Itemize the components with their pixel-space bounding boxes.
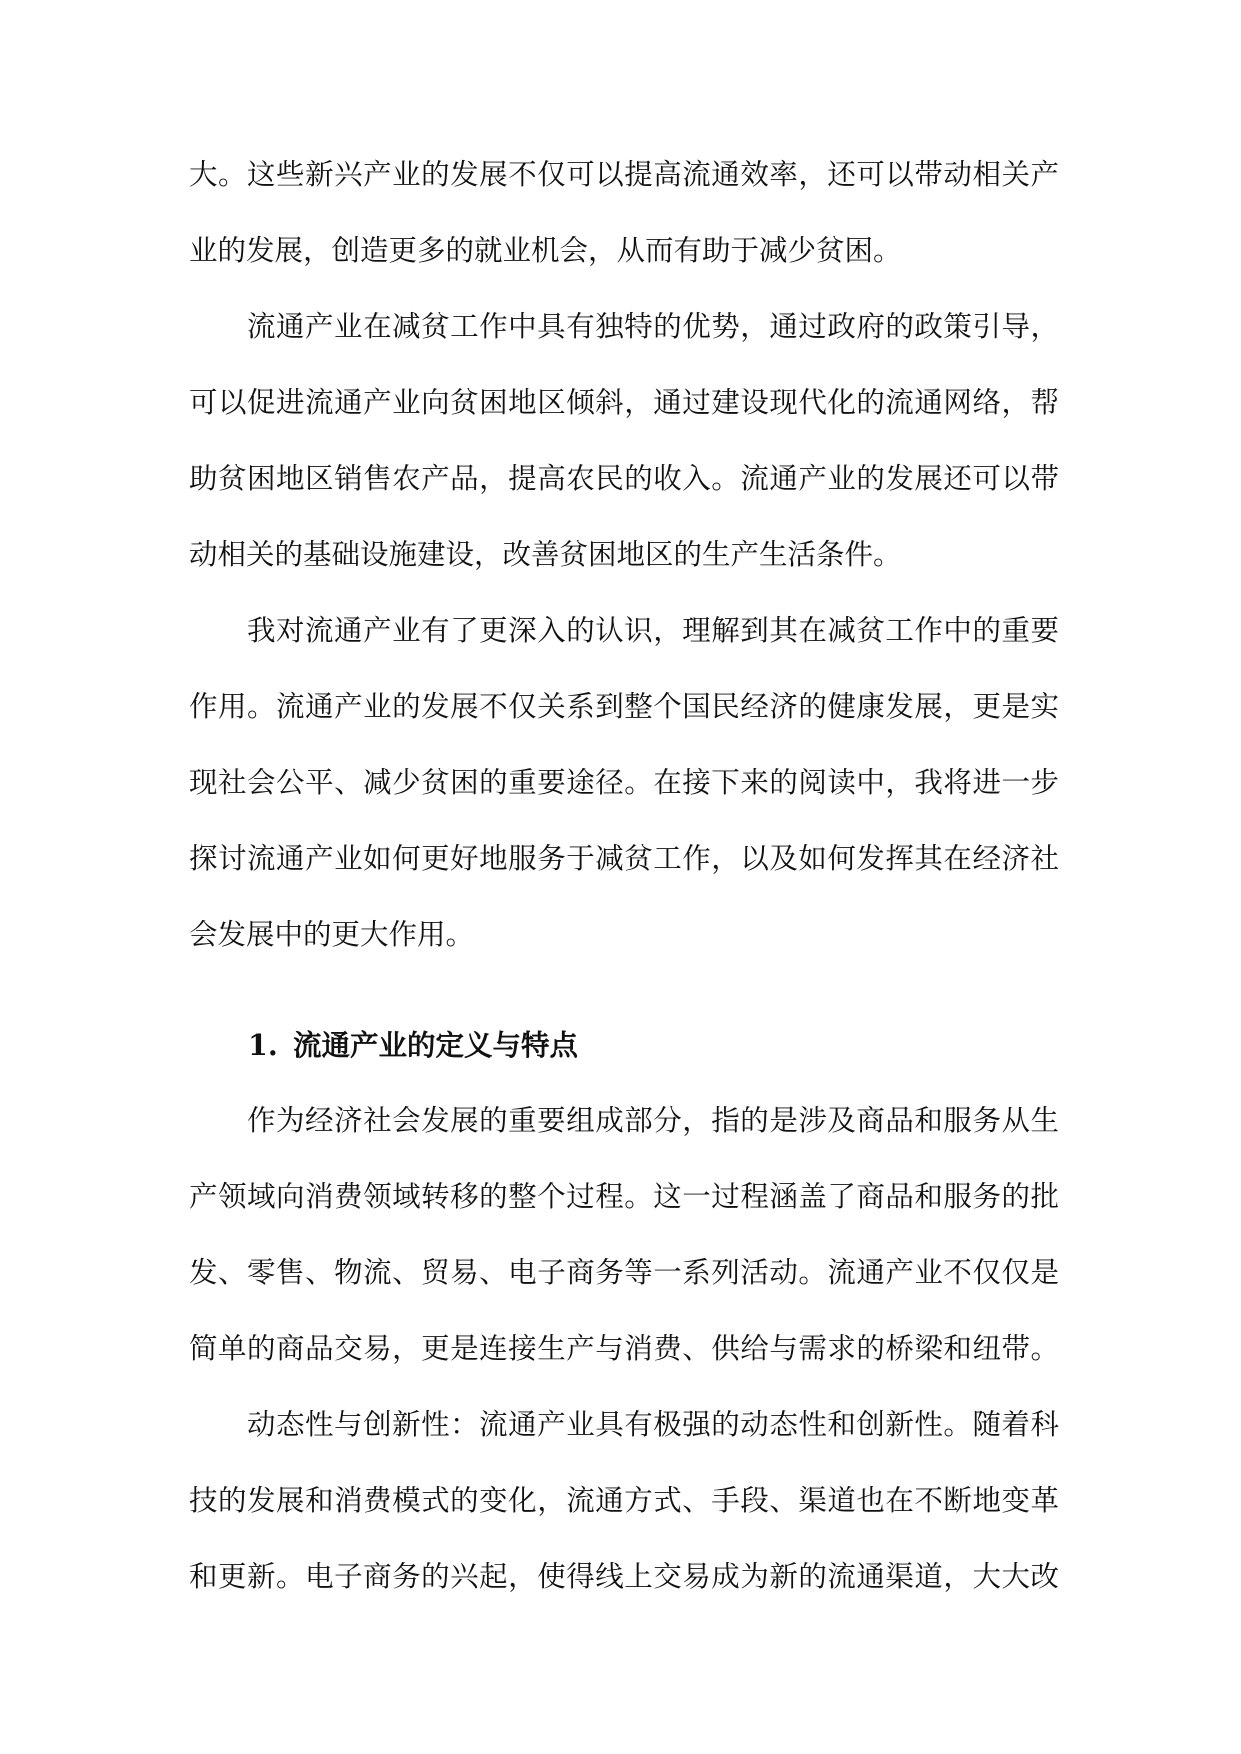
text-line: 业的发展，创造更多的就业机会，从而有助于减少贫困。 [189,234,902,267]
text-line: 作为经济社会发展的重要组成部分，指的是涉及商品和服务从生 [247,1104,1059,1137]
text-line: 会发展中的更大作用。 [189,918,475,951]
text-line: 动态性与创新性：流通产业具有极强的动态性和创新性。随着科 [247,1408,1059,1441]
paragraph-understanding [189,593,1059,973]
paragraph-continuation [189,137,1059,289]
text-line: 助贫困地区销售农产品，提高农民的收入。流通产业的发展还可以带 [189,462,1059,495]
paragraph-advantages [189,289,1059,593]
text-line: 可以促进流通产业向贫困地区倾斜，通过建设现代化的流通网络，帮 [189,386,1059,419]
text-line: 简单的商品交易，更是连接生产与消费、供给与需求的桥梁和纽带。 [189,1332,1059,1365]
text-line: 作用。流通产业的发展不仅关系到整个国民经济的健康发展，更是实 [189,690,1059,723]
section-number: 1. [248,1028,278,1062]
paragraph-definition [189,1083,1059,1387]
text-line: 发、零售、物流、贸易、电子商务等一系列活动。流通产业不仅仅是 [189,1256,1059,1289]
text-line: 流通产业在减贫工作中具有独特的优势，通过政府的政策引导， [247,310,1059,343]
text-line: 大。这些新兴产业的发展不仅可以提高流通效率，还可以带动相关产 [189,158,1059,191]
text-line: 我对流通产业有了更深入的认识，理解到其在减贫工作中的重要 [247,614,1059,647]
paragraph-dynamics [189,1387,1059,1615]
text-line: 探讨流通产业如何更好地服务于减贫工作，以及如何发挥其在经济社 [189,842,1059,875]
text-line: 和更新。电子商务的兴起，使得线上交易成为新的流通渠道，大大改 [189,1560,1059,1593]
text-line: 动相关的基础设施建设，改善贫困地区的生产生活条件。 [189,538,902,571]
text-line: 产领域向消费领域转移的整个过程。这一过程涵盖了商品和服务的批 [189,1180,1059,1213]
section-heading [189,1007,1059,1083]
document-body [189,137,1059,1615]
text-line: 技的发展和消费模式的变化，流通方式、手段、渠道也在不断地变革 [189,1484,1059,1517]
section-title: 流通产业的定义与特点 [293,1028,579,1062]
text-line: 现社会公平、减少贫困的重要途径。在接下来的阅读中，我将进一步 [189,766,1059,799]
